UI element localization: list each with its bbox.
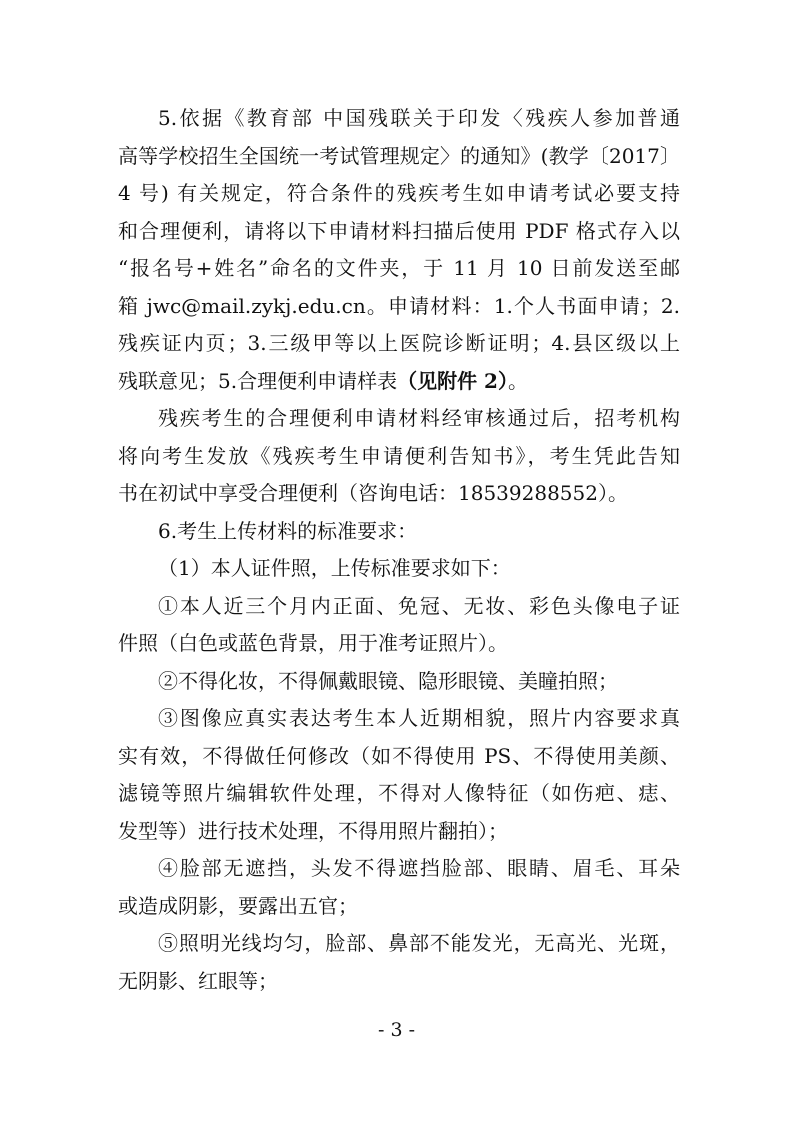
list-item-line: 或造成阴影，要露出五官； (118, 893, 358, 918)
attachment-reference: （见附件 2） (397, 368, 508, 393)
list-item-line: ①本人近三个月内正面、免冠、无妆、彩色头像电子证 (158, 593, 680, 618)
section-heading: 6.考生上传材料的标准要求： (158, 518, 418, 543)
sentence-end: 。 (507, 368, 528, 393)
list-item-line: 滤镜等照片编辑软件处理，不得对人像特征（如伤疤、痣、 (118, 781, 680, 805)
document-body (118, 100, 680, 1000)
paragraph-line (118, 363, 680, 401)
paragraph-line: 箱 jwc@mail.zykj.edu.cn。申请材料：1.个人书面申请；2. (118, 293, 680, 318)
paragraph-line: “报名号+姓名”命名的文件夹，于 11 月 10 日前发送至邮 (118, 256, 680, 280)
paragraph-line: 5.依据《教育部 中国残联关于印发〈残疾人参加普通 (158, 106, 680, 130)
list-item-line: ④脸部无遮挡，头发不得遮挡脸部、眼睛、眉毛、耳朵 (158, 856, 680, 880)
list-item-line: ⑤照明光线均匀，脸部、鼻部不能发光，无高光、光斑， (158, 931, 680, 955)
paragraph-line: 书在初试中享受合理便利（咨询电话：18539288552）。 (118, 481, 628, 505)
paragraph-line: 残疾证内页；3.三级甲等以上医院诊断证明；4.县区级以上 (118, 331, 680, 355)
list-item-line: 件照（白色或蓝色背景，用于准考证照片）。 (118, 631, 508, 655)
list-item-line: ③图像应真实表达考生本人近期相貌，照片内容要求真 (158, 706, 680, 730)
subsection-heading: （1）本人证件照，上传标准要求如下： (158, 556, 511, 580)
paragraph-line: 高等学校招生全国统一考试管理规定〉的通知》(教学〔2017〕 (118, 143, 680, 168)
list-item-line: ②不得化妆，不得佩戴眼镜、隐形眼镜、美瞳拍照； (158, 668, 618, 693)
paragraph-line: 和合理便利，请将以下申请材料扫描后使用 PDF 格式存入以 (118, 218, 680, 243)
paragraph-line: 将向考生发放《残疾考生申请便利告知书》，考生凭此告知 (118, 443, 680, 468)
page-number: - 3 - (377, 1019, 415, 1041)
paragraph-line: 残疾考生的合理便利申请材料经审核通过后，招考机构 (158, 406, 680, 430)
paragraph-line: 4 号) 有关规定，符合条件的残疾考生如申请考试必要支持 (118, 181, 680, 205)
list-item-line: 实有效，不得做任何修改（如不得使用 PS、不得使用美颜、 (118, 743, 680, 768)
list-item-line: 无阴影、红眼等； (118, 968, 278, 993)
paragraph-line-text: 残联意见；5.合理便利申请样表 (118, 368, 398, 393)
list-item-line: 发型等）进行技术处理，不得用照片翻拍）； (118, 818, 508, 843)
